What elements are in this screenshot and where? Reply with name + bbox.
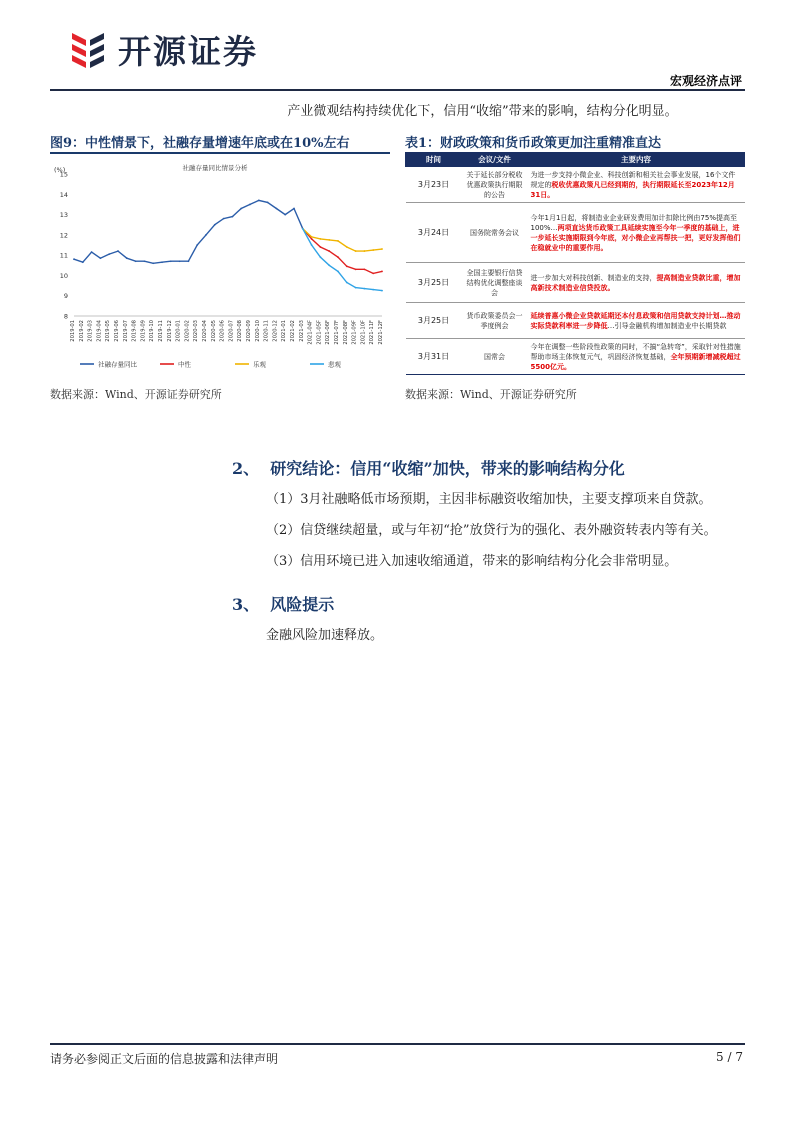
data-point [381,290,383,292]
data-point [320,238,322,240]
x-tick-label: 2021-05F [316,320,323,345]
row-content: 进一步加大对科技创新、制造业的支持，提高制造业贷款比重，增加高新技术制造业信贷投放。 [528,263,745,303]
data-point [328,264,330,266]
data-point [293,208,295,210]
x-tick-label: 2021-07F [334,320,340,345]
y-tick-label: 9 [63,292,68,301]
data-point [267,202,269,204]
data-point [328,239,330,241]
line-chart [50,156,390,376]
row-date: 3月25日 [406,263,462,303]
data-point [161,261,163,263]
figure-title-rule [50,152,390,154]
x-tick-label: 2020-01 [175,320,182,342]
data-point [337,240,339,242]
figure-source: 数据来源：Wind、开源证券研究所 [50,388,222,401]
data-point [232,216,234,218]
data-point [276,208,278,210]
data-point [170,260,172,262]
footer-disclaimer: 请务必参阅正文后面的信息披露和法律声明 [50,1052,279,1066]
page-number: 5 / 7 [716,1050,743,1064]
data-point [381,248,383,250]
data-point [223,218,225,220]
row-date: 3月23日 [406,167,462,203]
x-tick-label: 2021-02 [290,320,296,342]
y-tick-label: 14 [59,190,68,199]
x-tick-label: 2021-12F [378,320,384,345]
data-point [144,260,146,262]
legend-label: 社融存量同比 [98,360,137,369]
data-point [355,250,357,252]
report-type: 宏观经济点评 [669,74,742,88]
x-tick-label: 2020-12 [272,320,279,342]
x-tick-label: 2020-04 [202,320,208,342]
row-meeting: 货币政策委员会一季度例会 [462,303,528,339]
data-point [320,246,322,248]
x-tick-label: 2019-11 [158,320,164,342]
policy-table [405,152,745,375]
legend-label: 悲观 [328,360,341,369]
x-tick-label: 2020-07 [228,320,235,342]
x-tick-label: 2019-03 [87,320,94,342]
x-tick-label: 2020-08 [237,320,244,342]
x-tick-label: 2020-03 [193,320,200,342]
data-point [311,244,313,246]
x-tick-label: 2019-08 [131,320,138,342]
data-point [346,282,348,284]
data-point [152,262,154,264]
conclusion-item: （3）信用环境已进入加速收缩通道，带来的影响结构分化会非常明显。 [266,554,678,569]
header-date: 时间 [406,153,462,167]
chart-svg [50,156,390,376]
data-point [372,249,374,251]
data-point [346,265,348,267]
data-point [337,256,339,258]
section-heading-risk: 3、 风险提示 [232,595,335,614]
data-point [372,273,374,275]
data-point [320,256,322,258]
x-tick-label: 2020-05 [210,320,217,342]
table-row [406,339,745,375]
x-tick-label: 2020-10 [254,320,261,342]
y-tick-label: 10 [59,271,68,280]
x-tick-label: 2021-09F [351,320,358,345]
conclusion-item: （2）信贷继续超量，或与年初“抢”放贷行为的强化、表外融资转表内等有关。 [266,523,717,538]
x-tick-label: 2020-02 [184,320,191,342]
header-meeting: 会议/文件 [462,153,528,167]
brand-logo [66,26,306,72]
x-tick-label: 2021-11F [369,320,376,345]
y-tick-label: 8 [63,312,68,321]
legend-label: 中性 [178,360,191,369]
data-point [284,214,286,216]
row-meeting: 全国主要银行信贷结构优化调整座谈会 [462,263,528,303]
data-point [205,234,207,236]
data-point [100,257,102,259]
y-tick-label: 15 [59,170,68,179]
section-heading-conclusion: 2、 研究结论：信用“收缩”加快，带来的影响结构分化 [232,459,625,478]
intro-paragraph: 产业微观结构持续优化下，信用“收缩”带来的影响，结构分化明显。 [287,104,678,119]
row-date: 3月25日 [406,303,462,339]
x-tick-label: 2021-10F [360,320,367,345]
header-content: 主要内容 [528,153,745,167]
x-tick-label: 2020-11 [263,320,270,342]
brand-mark-icon [66,27,110,71]
data-point [372,289,374,291]
data-point [346,246,348,248]
table-title: 表1：财政政策和货币政策更加注重精准直达 [405,136,662,151]
series-line [303,229,382,251]
x-tick-label: 2019-01 [70,320,76,342]
data-point [364,250,366,252]
data-point [188,260,190,262]
risk-item: 金融风险加速释放。 [266,628,384,643]
data-point [108,253,110,255]
x-tick-label: 2019-09 [140,320,147,342]
x-tick-label: 2019-07 [122,320,129,342]
y-axis-unit: (%) [54,166,66,174]
data-point [381,270,383,272]
data-point [337,270,339,272]
data-point [117,250,119,252]
x-tick-label: 2021-01 [281,320,288,342]
x-tick-label: 2021-04F [307,320,314,345]
figure-title: 图9：中性情景下，社融存量增速年底或在10%左右 [50,136,350,151]
data-point [355,287,357,289]
data-point [364,268,366,270]
x-tick-label: 2019-10 [149,320,156,342]
row-content: 为进一步支持小微企业、科技创新和相关社会事业发展，16个文件规定的税收优惠政策凡已经到期的，执行期限延长至2023年12月31日。 [528,167,745,203]
row-content: 今年在调整一些阶段性政策的同时，不搞“急转弯”，采取针对性措施帮助市场主体恢复元气，巩固经济恢复基础，全年预期新增减税超过5500亿元。 [528,339,745,375]
brand-name: 开源证券 [118,31,258,71]
table-source: 数据来源：Wind、开源证券研究所 [405,388,577,401]
x-tick-label: 2019-06 [114,320,120,342]
x-tick-label: 2019-02 [78,320,85,342]
y-tick-label: 12 [59,231,68,240]
x-tick-label: 2021-03 [298,320,305,342]
data-point [240,208,242,210]
row-meeting: 国常会 [462,339,528,375]
table-row [406,203,745,263]
table-row [406,167,745,203]
data-point [355,268,357,270]
data-point [258,199,260,201]
data-point [249,204,251,206]
data-point [82,261,84,263]
table-header-row [406,153,745,167]
x-tick-label: 2021-08F [342,320,349,345]
x-tick-label: 2021-06F [325,320,332,345]
data-point [311,236,313,238]
legend-label: 乐观 [253,360,266,369]
data-point [196,244,198,246]
x-tick-label: 2019-04 [96,320,103,342]
row-meeting: 国务院常务会议 [462,203,528,263]
data-point [91,251,93,253]
data-point [364,288,366,290]
table-row [406,303,745,339]
x-tick-label: 2020-09 [246,320,252,342]
data-point [73,258,75,260]
data-point [126,257,128,259]
y-tick-label: 11 [59,251,68,260]
data-point [135,260,137,262]
row-content: 延续普惠小微企业贷款延期还本付息政策和信用贷款支持计划…推动实际贷款利率进一步降低…引导金融机构增加制造业中长期贷款 [528,303,745,339]
x-tick-label: 2019-05 [105,320,112,342]
chart-title: 社融存量同比情景分析 [182,164,248,172]
header-divider [50,89,745,91]
data-point [302,228,304,230]
data-point [214,224,216,226]
row-date: 3月31日 [406,339,462,375]
data-point [311,238,313,240]
row-date: 3月24日 [406,203,462,263]
footer-divider [50,1043,745,1045]
row-content: 今年1月1日起，将制造业企业研发费用加计扣除比例由75%提高至100%…两项直达货币政策工具延续实施至今年一季度的基础上，进一步延长实施期限到今年底，对小微企业再帮扶一把，更好发挥他们在稳就业中的重要作用。 [528,203,745,263]
data-point [328,250,330,252]
y-tick-label: 13 [59,211,68,220]
conclusion-item: （1）3月社融略低市场预期，主因非标融资收缩加快，主要支撑项来自贷款。 [266,492,712,507]
x-tick-label: 2019-12 [166,320,173,342]
table-row [406,263,745,303]
series-line [74,200,303,263]
x-tick-label: 2020-06 [219,320,226,342]
row-meeting: 关于延长部分税收优惠政策执行期限的公告 [462,167,528,203]
data-point [179,260,181,262]
